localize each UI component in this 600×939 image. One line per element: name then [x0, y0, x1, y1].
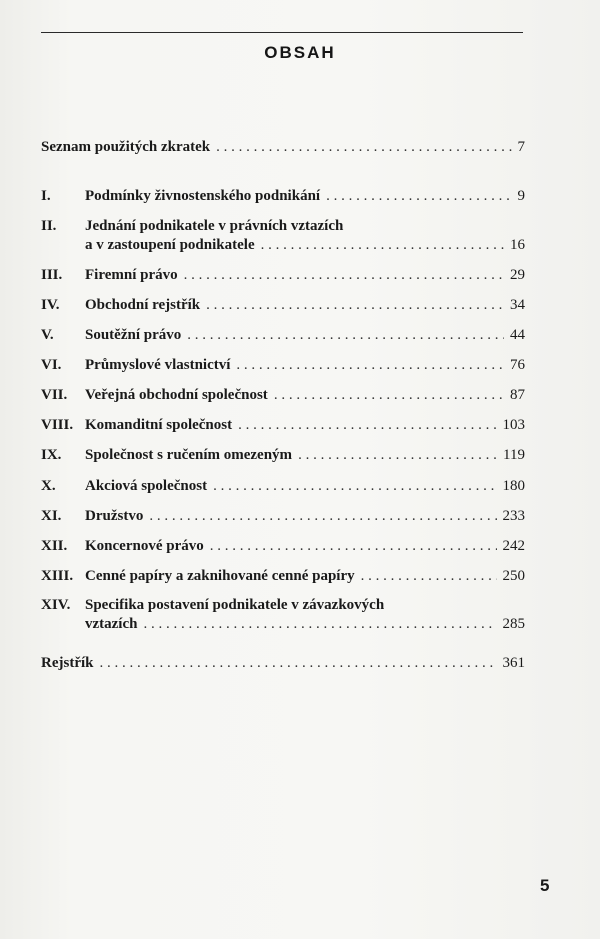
- toc-entry-page: 87: [510, 387, 525, 403]
- toc-entry-page: 361: [502, 655, 525, 671]
- toc-entry-title-line1: Specifika postavení podnikatele v závazkových: [85, 597, 385, 613]
- toc-entry-title: Komanditní společnost: [85, 417, 233, 433]
- toc-entry-title: a v zastoupení podnikatele: [85, 237, 255, 253]
- toc-entry-title: Soutěžní právo: [85, 327, 182, 343]
- toc-entry-page: 285: [502, 616, 525, 632]
- toc-entry-title: Obchodní rejstřík: [85, 297, 201, 313]
- toc-entry-title: Společnost s ručením omezeným: [85, 447, 293, 463]
- toc-entry-number: XII.: [41, 538, 68, 554]
- toc-leader-dots: [143, 615, 496, 634]
- toc-entry-page: 34: [510, 297, 525, 313]
- toc-entry-page: 9: [517, 188, 525, 204]
- toc-entry-number: XIII.: [41, 568, 74, 584]
- toc-entry-title: Koncernové právo: [85, 538, 204, 554]
- toc-leader-dots: [206, 296, 504, 315]
- toc-leader-dots: [187, 326, 504, 345]
- toc-entry-number: X.: [41, 478, 56, 494]
- toc-leader-dots: [213, 477, 496, 496]
- toc-entry-page: 16: [510, 237, 525, 253]
- toc-entry-number: VIII.: [41, 417, 74, 433]
- toc-entry-title: Akciová společnost: [85, 478, 208, 494]
- toc-entry-page: 29: [510, 267, 525, 283]
- toc-leader-dots: [326, 187, 511, 206]
- toc-entry-title: Rejstřík: [41, 655, 94, 671]
- toc-entry-title: Cenné papíry a zaknihované cenné papíry: [85, 568, 355, 584]
- toc-entry-number: XIV.: [41, 597, 71, 613]
- toc-entry-title: Veřejná obchodní společnost: [85, 387, 268, 403]
- page-number: 5: [540, 876, 550, 895]
- toc-entry-title: Podmínky živnostenského podnikání: [85, 188, 321, 204]
- toc-entry-number: VII.: [41, 387, 68, 403]
- toc-leader-dots: [236, 356, 504, 375]
- toc-entry-page: 119: [503, 447, 525, 463]
- toc-entry-number: II.: [41, 218, 57, 234]
- toc-entry-number: V.: [41, 327, 54, 343]
- toc-entry-page: 103: [502, 417, 525, 433]
- toc-leader-dots: [298, 446, 497, 465]
- toc-leader-dots: [361, 567, 497, 586]
- toc-entry-page: 44: [510, 327, 525, 343]
- toc-leader-dots: [149, 507, 496, 526]
- toc-entry-title: Průmyslové vlastnictví: [85, 357, 231, 373]
- toc-entry-number: I.: [41, 188, 51, 204]
- toc-entry-title: Seznam použitých zkratek: [41, 139, 211, 155]
- toc-entry-number: VI.: [41, 357, 62, 373]
- toc-leader-dots: [210, 537, 497, 556]
- toc-leader-dots: [184, 266, 504, 285]
- toc-entry-title-line1: Jednání podnikatele v právních vztazích: [85, 218, 344, 234]
- toc-entry-page: 76: [510, 357, 525, 373]
- toc-leader-dots: [216, 138, 511, 157]
- toc-entry-page: 250: [502, 568, 525, 584]
- toc-entry-page: 242: [502, 538, 525, 554]
- toc-entry-number: IX.: [41, 447, 62, 463]
- toc-leader-dots: [238, 416, 496, 435]
- toc-entry-number: XI.: [41, 508, 62, 524]
- toc-entry-page: 7: [517, 139, 525, 155]
- toc-leader-dots: [274, 386, 504, 405]
- toc-entry-title: Družstvo: [85, 508, 144, 524]
- toc-entry-number: III.: [41, 267, 63, 283]
- page-title: OBSAH: [264, 43, 336, 62]
- toc-entry-page: 180: [502, 478, 525, 494]
- toc-entry-page: 233: [502, 508, 525, 524]
- toc-entry-title: Firemní právo: [85, 267, 178, 283]
- toc-leader-dots: [261, 236, 504, 255]
- toc-entry-title: vztazích: [85, 616, 138, 632]
- toc-leader-dots: [100, 654, 497, 673]
- toc-entry-number: IV.: [41, 297, 60, 313]
